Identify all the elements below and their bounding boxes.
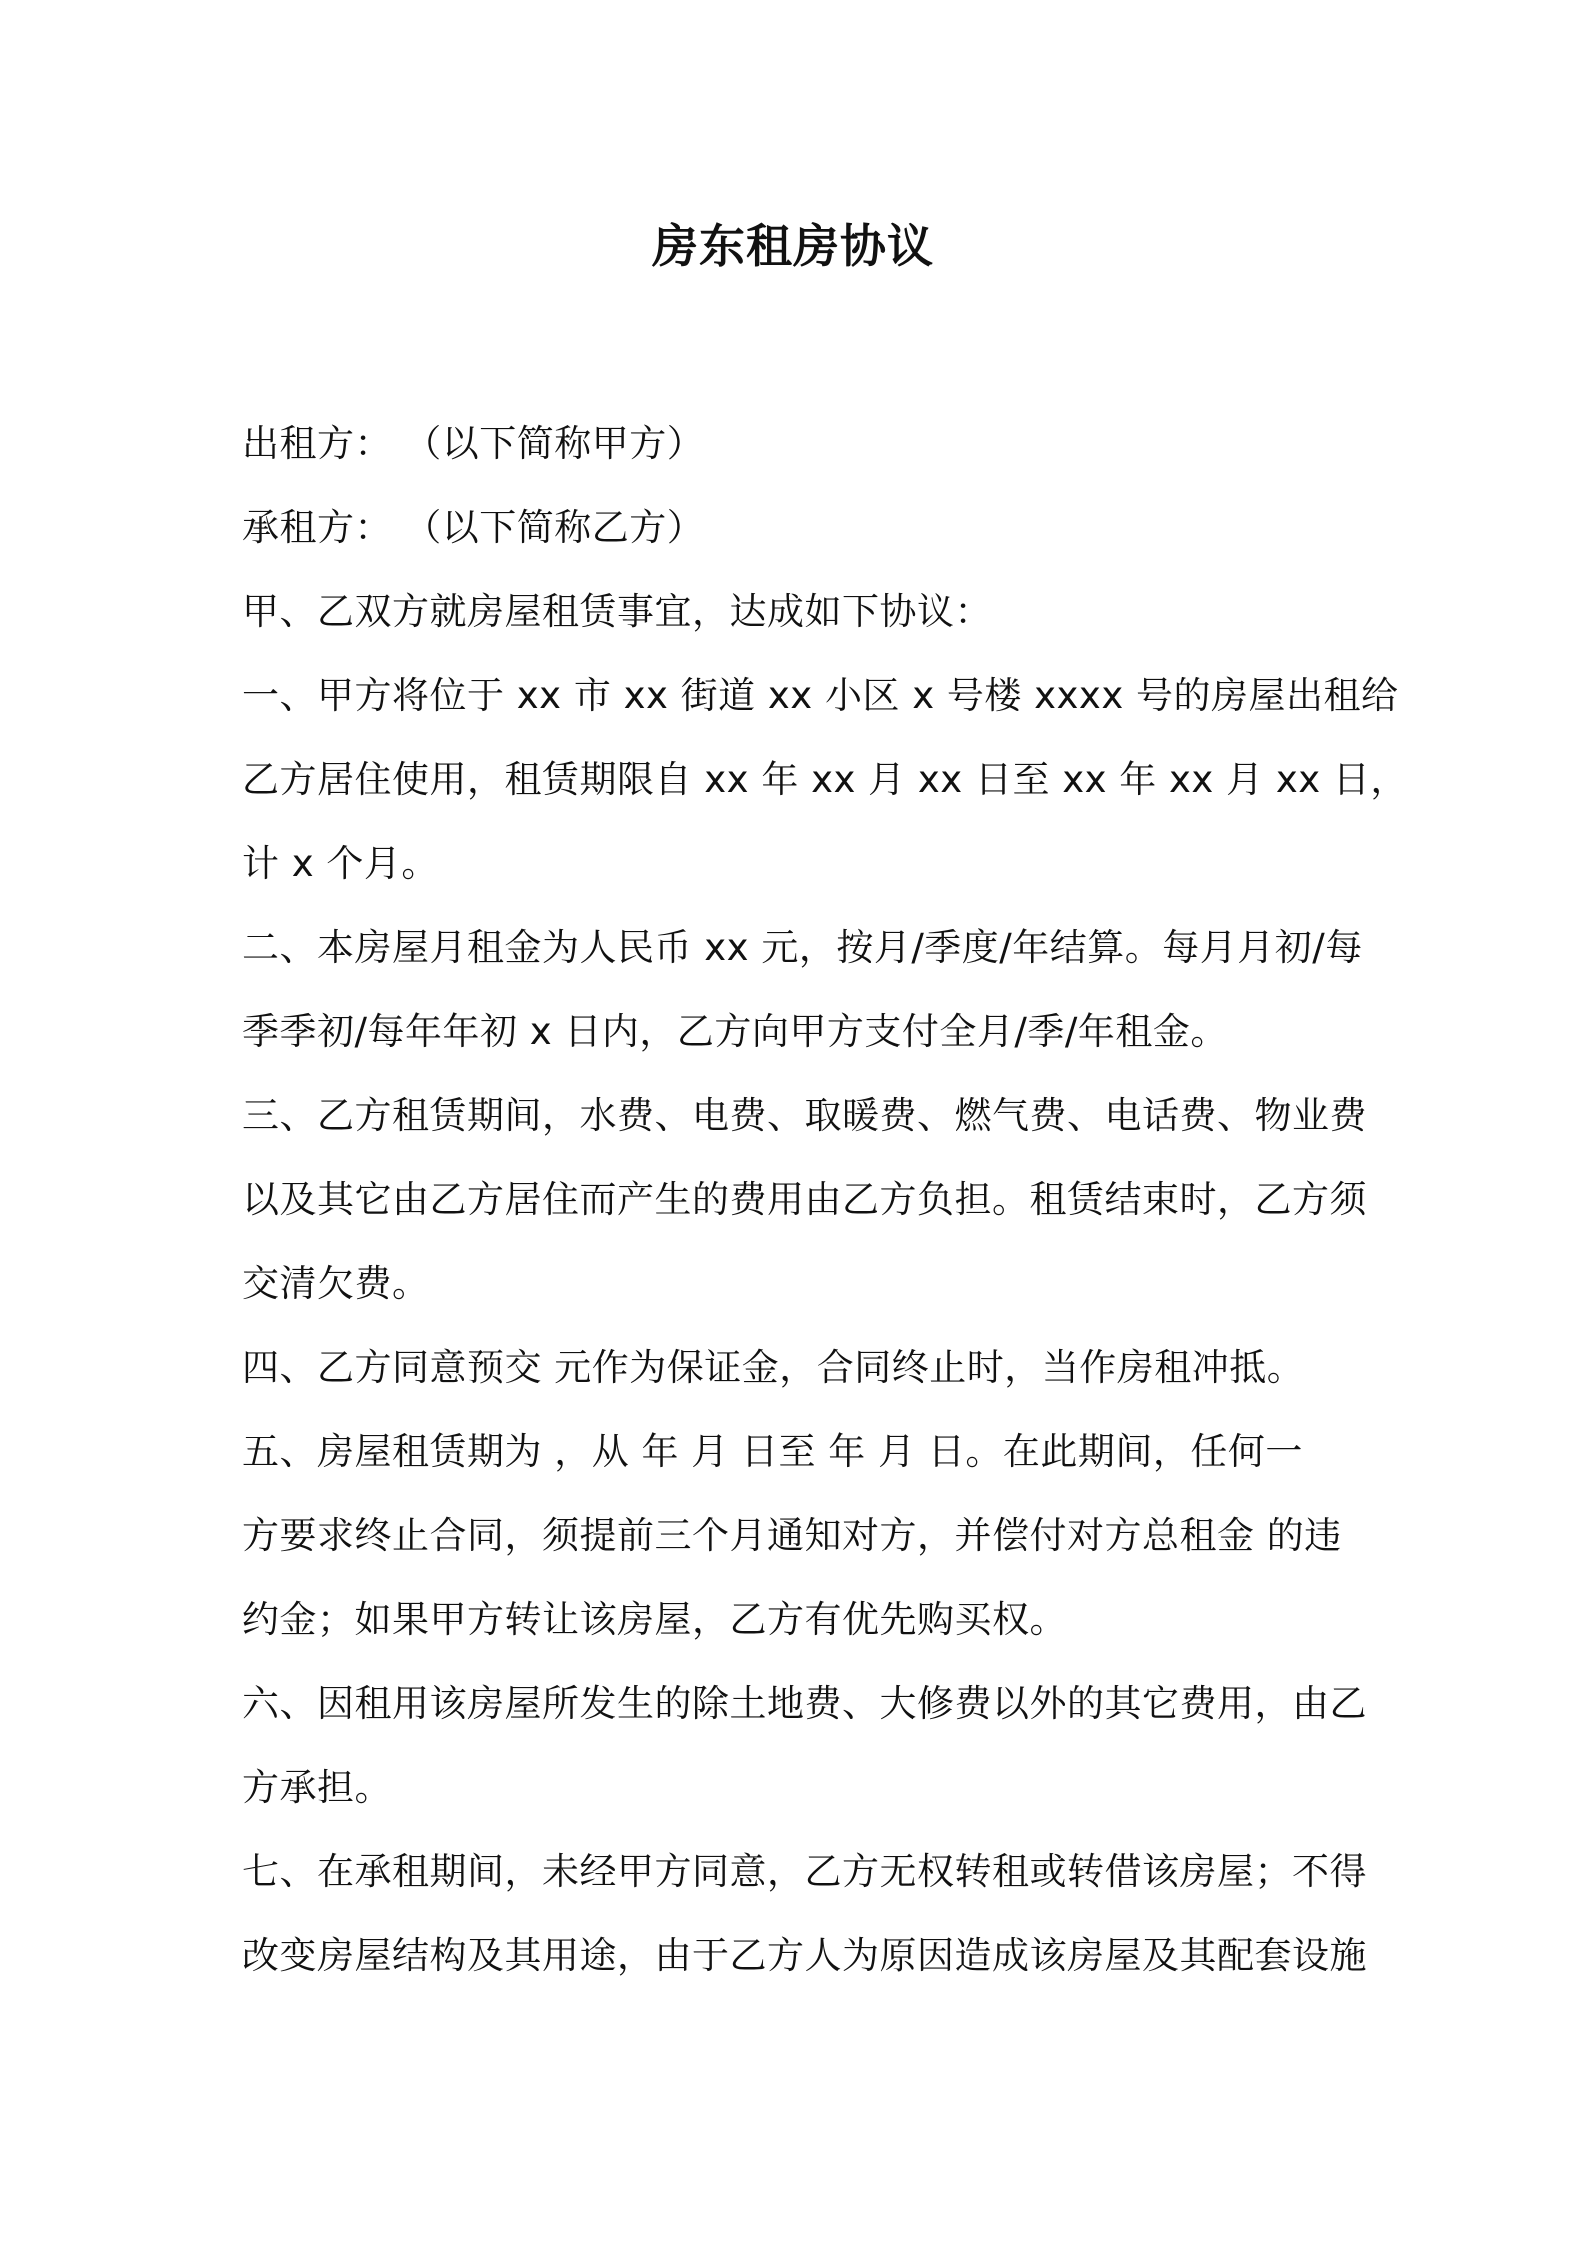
party-b-line: 承租方： （以下简称乙方） (242, 506, 705, 549)
clause-1-line-3: 计 x 个月。 (242, 842, 439, 885)
clause-6-line-1: 六、因租用该房屋所发生的除土地费、大修费以外的其它费用，由乙 (242, 1682, 1367, 1725)
clause-5-line-2: 方要求终止合同，须提前三个月通知对方，并偿付对方总租金 的违 (242, 1514, 1342, 1557)
agreement-intro: 甲、乙双方就房屋租赁事宜，达成如下协议： (242, 590, 992, 633)
clause-3-line-2: 以及其它由乙方居住而产生的费用由乙方负担。租赁结束时，乙方须 (242, 1178, 1367, 1221)
clause-2-line-2: 季季初/每年年初 x 日内，乙方向甲方支付全月/季/年租金。 (242, 1010, 1228, 1053)
clause-4-line-1: 四、乙方同意预交 元作为保证金，合同终止时，当作房租冲抵。 (242, 1346, 1305, 1389)
clause-7-line-1: 七、在承租期间，未经甲方同意，乙方无权转租或转借该房屋；不得 (242, 1850, 1367, 1893)
clause-1-line-2: 乙方居住使用，租赁期限自 xx 年 xx 月 xx 日至 xx 年 xx 月 xx 日， (242, 758, 1408, 801)
clause-1-line-1: 一、甲方将位于 xx 市 xx 街道 xx 小区 x 号楼 xxxx 号的房屋出租给 (242, 674, 1399, 717)
party-a-line: 出租方： （以下简称甲方） (242, 422, 705, 465)
document-body (242, 402, 1408, 1998)
clause-5-line-1: 五、房屋租赁期为 ，从 年 月 日至 年 月 日。在此期间，任何一 (242, 1430, 1303, 1473)
document-title: 房东租房协议 (652, 219, 934, 273)
clause-5-line-3: 约金；如果甲方转让该房屋，乙方有优先购买权。 (242, 1598, 1067, 1641)
clause-3-line-3: 交清欠费。 (242, 1262, 430, 1305)
clause-3-line-1: 三、乙方租赁期间，水费、电费、取暖费、燃气费、电话费、物业费 (242, 1094, 1367, 1137)
clause-7-line-2: 改变房屋结构及其用途，由于乙方人为原因造成该房屋及其配套设施 (242, 1934, 1367, 1977)
clause-2-line-1: 二、本房屋月租金为人民币 xx 元，按月/季度/年结算。每月月初/每 (242, 926, 1363, 969)
clause-6-line-2: 方承担。 (242, 1766, 392, 1809)
